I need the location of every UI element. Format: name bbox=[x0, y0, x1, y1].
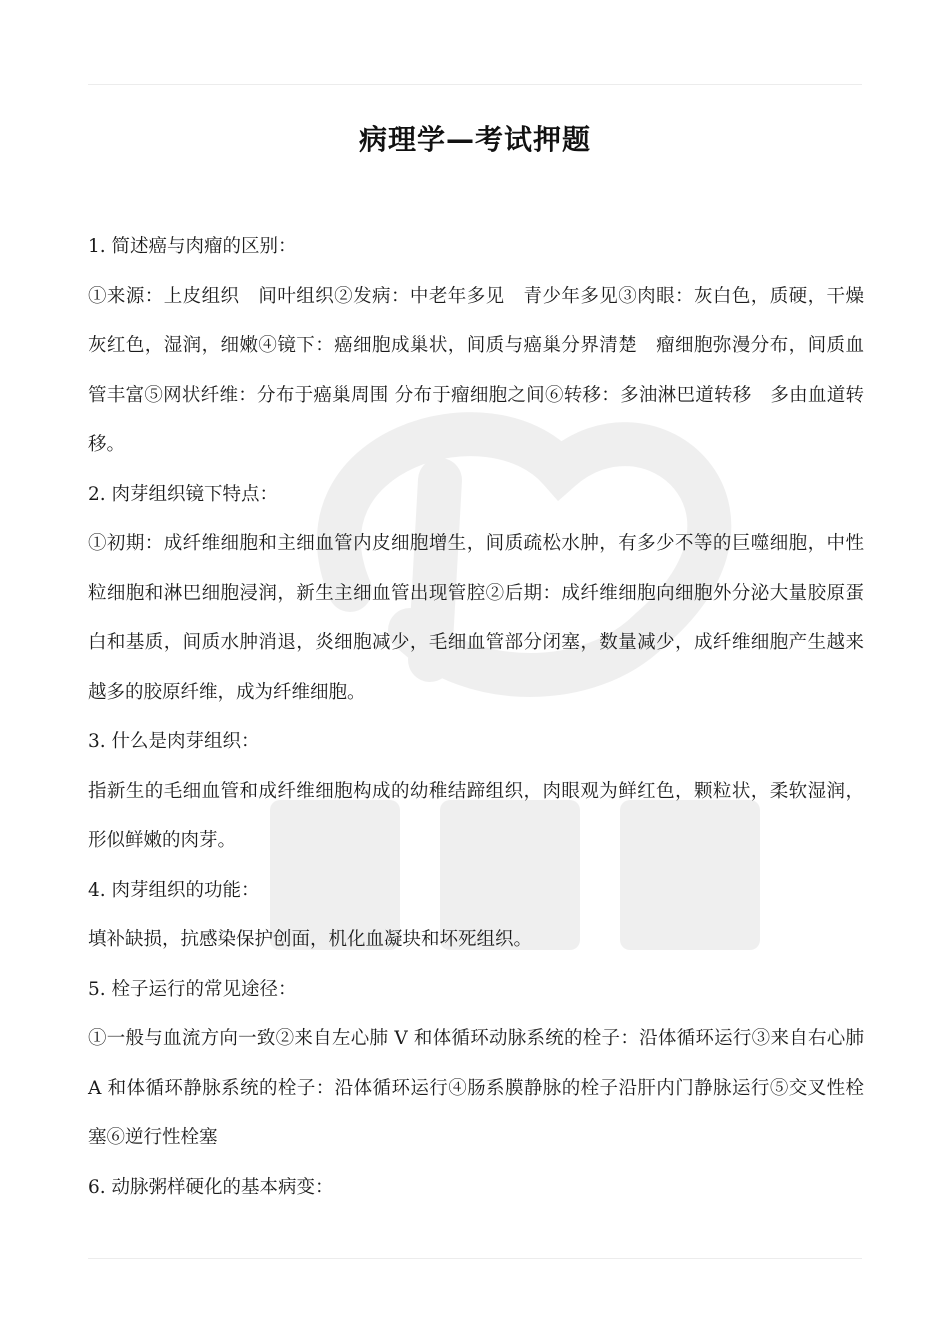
section-body-3: 指新生的毛细血管和成纤维细胞构成的幼稚结蹄组织，肉眼观为鲜红色，颗粒状，柔软湿润，形似鲜嫩的肉芽。 bbox=[88, 780, 864, 851]
section-body-2: ①初期：成纤维细胞和主细血管内皮细胞增生，间质疏松水肿，有多少不等的巨噬细胞，中性粒细胞和淋巴细胞浸润，新生主细血管出现管腔②后期：成纤维细胞向细胞外分泌大量胶原蛋白和基质，间质水肿消退，炎细胞减少，毛细血管部分闭塞，数量减少，成纤维细胞产生越来越多的胶原纤维，成为纤维细胞。 bbox=[88, 533, 864, 703]
document-title: 病理学—考试押题 bbox=[358, 123, 591, 156]
section-heading-6: 6. 动脉粥样硬化的基本病变： bbox=[88, 1176, 334, 1198]
section-heading-1: 1. 简述癌与肉瘤的区别： bbox=[88, 236, 297, 257]
header-divider bbox=[88, 84, 862, 85]
section-body-1: ①来源：上皮组织 间叶组织②发病：中老年多见 青少年多见③肉眼：灰白色，质硬，干燥 灰红色，湿润，细嫩④镜下：癌细胞成巢状，间质与癌巢分界清楚 瘤细胞弥漫分布，间质血管丰富⑤网状纤维：分布于癌巢周围 分布于瘤细胞之间⑥转移：多油淋巴道转移 多由血道转移。 bbox=[88, 285, 883, 455]
section-heading-2: 2. 肉芽组织镜下特点： bbox=[88, 483, 279, 505]
document-body bbox=[88, 222, 883, 1212]
footer-divider bbox=[88, 1258, 862, 1259]
section-heading-3: 3. 什么是肉芽组织： bbox=[88, 731, 260, 752]
section-heading-4: 4. 肉芽组织的功能： bbox=[88, 879, 260, 901]
section-body-5: ①一般与血流方向一致②来自左心肺 V 和体循环动脉系统的栓子：沿体循环运行③来自右心肺 A 和体循环静脉系统的栓子：沿体循环运行④肠系膜静脉的栓子沿肝内门静脉运行⑤交叉性栓塞⑥逆行性栓塞 bbox=[88, 1028, 864, 1148]
section-body-4: 填补缺损，抗感染保护创面，机化血凝块和坏死组织。 bbox=[88, 929, 533, 950]
section-heading-5: 5. 栓子运行的常见途径： bbox=[88, 978, 297, 1000]
